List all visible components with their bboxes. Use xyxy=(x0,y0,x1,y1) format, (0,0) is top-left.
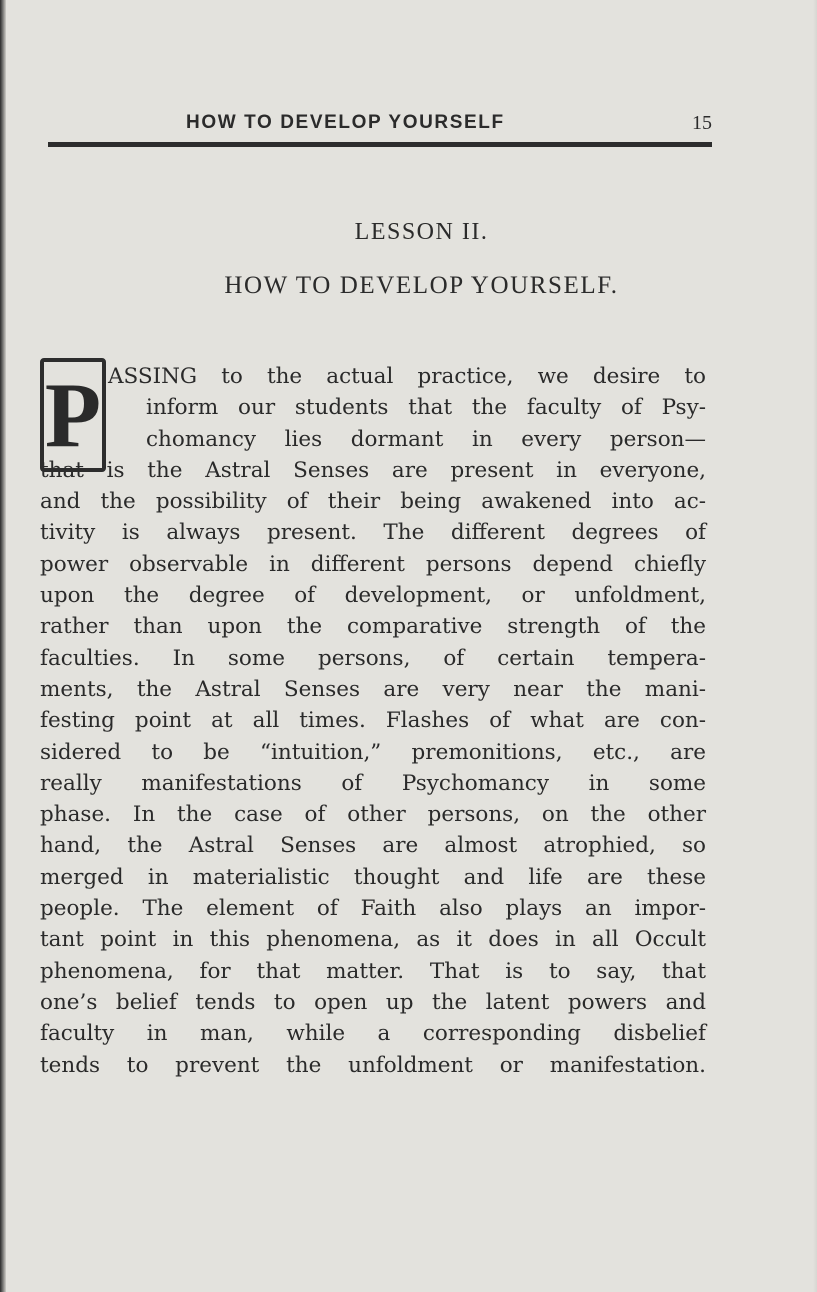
text-line: tivity is always present. The different degrees of xyxy=(40,520,706,546)
text-line: merged in materialistic thought and life are these xyxy=(40,864,706,890)
text-line: phenomena, for that matter. That is to say, that xyxy=(40,958,706,984)
text-line: chomancy lies dormant in every person— xyxy=(146,426,706,452)
text-line: sidered to be “intuition,” premonitions, etc., are xyxy=(40,739,706,765)
text-line: inform our students that the faculty of Psy- xyxy=(146,395,706,421)
running-header xyxy=(48,106,712,146)
text-line: and the possibility of their being awakened into ac- xyxy=(40,489,706,515)
text-line: people. The element of Faith also plays an impor- xyxy=(40,896,706,922)
text-line: ASSING to the actual practice, we desire to xyxy=(108,364,706,389)
running-title: HOW TO DEVELOP YOURSELF xyxy=(186,112,505,133)
text-line: faculties. In some persons, of certain tempera- xyxy=(40,645,706,671)
text-line: ments, the Astral Senses are very near the mani- xyxy=(40,676,706,702)
lesson-label: LESSON II. xyxy=(354,219,489,245)
page-right-edge xyxy=(813,0,817,1292)
drop-cap: P xyxy=(40,358,106,472)
text-line: hand, the Astral Senses are almost atrophied, so xyxy=(40,833,706,859)
text-line: power observable in different persons depend chiefly xyxy=(40,551,706,577)
text-line: upon the degree of development, or unfoldment, xyxy=(40,583,706,609)
text-line: phase. In the case of other persons, on the other xyxy=(40,802,706,828)
text-line: one’s belief tends to open up the latent powers and xyxy=(40,989,706,1015)
text-line: really manifestations of Psychomancy in some xyxy=(40,770,706,796)
page-spine-shadow xyxy=(0,0,6,1292)
page-number: 15 xyxy=(692,112,712,134)
header-rule xyxy=(48,142,712,147)
body-paragraph xyxy=(40,361,706,1081)
lesson-title: HOW TO DEVELOP YOURSELF. xyxy=(224,272,619,299)
text-line: tends to prevent the unfoldment or manifestation. xyxy=(40,1052,706,1078)
text-line: faculty in man, while a corresponding disbelief xyxy=(40,1021,706,1047)
text-line: tant point in this phenomena, as it does in all Occult xyxy=(40,927,706,953)
text-line: rather than upon the comparative strength of the xyxy=(40,614,706,640)
text-line: that is the Astral Senses are present in everyone, xyxy=(40,457,706,483)
text-line: festing point at all times. Flashes of what are con- xyxy=(40,708,706,734)
